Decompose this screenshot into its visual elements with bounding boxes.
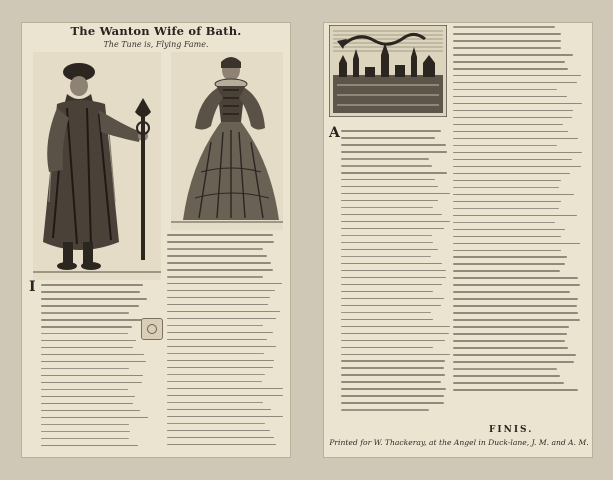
verse-line: [341, 381, 441, 383]
verse-line: [341, 312, 431, 314]
verse-line: [453, 117, 572, 119]
verse-line: [341, 298, 444, 300]
verse-line: [453, 256, 567, 258]
verse-line: [453, 284, 580, 286]
verse-line: [41, 410, 140, 412]
verse-line: [341, 172, 447, 174]
printer-colophon: Printed for W. Thackeray, at the Angel in Duck-lane, J. M. and A. M.: [329, 438, 589, 447]
verse-line: [167, 290, 275, 292]
verse-line: [167, 423, 265, 425]
verse-line: [453, 347, 568, 349]
right-page: [323, 22, 593, 458]
verse-line: [453, 145, 557, 147]
verse-line: [453, 194, 574, 196]
verse-line: [453, 61, 565, 63]
verse-line: [41, 354, 144, 356]
verse-line: [167, 311, 280, 313]
verse-line: [341, 151, 447, 153]
verse-line: [453, 222, 555, 224]
verse-line: [167, 304, 268, 306]
verse-line: [167, 262, 271, 264]
verse-line: [41, 403, 133, 405]
woodcut-city-image: [329, 25, 447, 117]
verse-line: [341, 263, 442, 265]
verse-column-right-top: [453, 26, 585, 396]
verse-line: [341, 305, 441, 307]
verse-line: [453, 47, 561, 49]
verse-line: [167, 402, 263, 404]
verse-line: [341, 158, 429, 160]
verse-line: [341, 186, 438, 188]
verse-line: [453, 180, 561, 182]
verse-line: [453, 291, 570, 293]
verse-line: [167, 353, 264, 355]
woodcut-woman-image: [171, 52, 283, 230]
verse-line: [453, 236, 561, 238]
verse-line: [453, 166, 581, 168]
verse-line: [41, 417, 148, 419]
verse-line: [41, 445, 138, 447]
verse-line: [341, 326, 450, 328]
verse-line: [341, 347, 433, 349]
verse-line: [453, 389, 578, 391]
verse-line: [453, 75, 581, 77]
verse-line: [41, 431, 130, 433]
verse-line: [341, 270, 446, 272]
verse-line: [167, 276, 263, 278]
verse-line: [341, 395, 444, 397]
verse-line: [341, 214, 442, 216]
verse-line: [41, 438, 129, 440]
verse-line: [167, 241, 274, 243]
verse-line: [453, 208, 559, 210]
verse-line: [167, 255, 267, 257]
verse-line: [341, 374, 445, 376]
verse-line: [41, 319, 147, 321]
verse-line: [453, 131, 568, 133]
verse-line: [453, 138, 578, 140]
verse-line: [41, 298, 147, 300]
verse-line: [453, 229, 565, 231]
verse-line: [453, 382, 564, 384]
verse-line: [167, 283, 282, 285]
verse-line: [341, 367, 444, 369]
verse-line: [453, 368, 557, 370]
verse-line: [453, 124, 563, 126]
verse-line: [167, 360, 274, 362]
verse-line: [453, 361, 574, 363]
verse-line: [341, 249, 438, 251]
ballad-title: The Wanton Wife of Bath.: [70, 24, 242, 38]
verse-line: [41, 382, 142, 384]
verse-line: [167, 381, 262, 383]
finis-label: FINIS.: [489, 425, 534, 435]
verse-column-left-lower: [41, 284, 151, 452]
verse-line: [167, 332, 273, 334]
verse-line: [167, 430, 270, 432]
verse-line: [453, 26, 555, 28]
verse-line: [453, 33, 561, 35]
verse-line: [341, 277, 446, 279]
verse-line: [167, 374, 265, 376]
verse-line: [41, 305, 139, 307]
verse-line: [341, 256, 431, 258]
verse-line: [341, 144, 446, 146]
verse-line: [453, 312, 578, 314]
verse-line: [453, 54, 573, 56]
verse-line: [453, 152, 582, 154]
verse-line: [341, 235, 432, 237]
verse-line: [453, 103, 582, 105]
verse-line: [41, 389, 128, 391]
verse-line: [341, 333, 449, 335]
verse-line: [453, 89, 557, 91]
verse-line: [167, 388, 283, 390]
verse-line: [453, 243, 580, 245]
verse-line: [453, 263, 565, 265]
verse-line: [167, 248, 263, 250]
verse-line: [453, 270, 560, 272]
verse-line: [453, 333, 567, 335]
verse-line: [341, 228, 444, 230]
verse-line: [341, 284, 442, 286]
verse-line: [167, 346, 276, 348]
verse-line: [453, 277, 578, 279]
verse-line: [453, 250, 561, 252]
verse-line: [341, 340, 445, 342]
verse-line: [453, 375, 560, 377]
verse-line: [167, 297, 270, 299]
verse-line: [41, 368, 129, 370]
verse-line: [341, 354, 450, 356]
verse-line: [167, 416, 283, 418]
verse-line: [41, 326, 132, 328]
verse-line: [167, 395, 283, 397]
verse-line: [341, 291, 433, 293]
verse-line: [341, 193, 450, 195]
woodcut-man-image: [33, 52, 161, 280]
verse-line: [167, 325, 263, 327]
verse-line: [453, 159, 572, 161]
verse-line: [41, 284, 143, 286]
drop-cap-a: A: [329, 125, 340, 141]
verse-column-left-main: [341, 130, 453, 416]
ornament-emblem-icon: [141, 318, 163, 340]
verse-line: [41, 291, 140, 293]
verse-line: [167, 437, 274, 439]
verse-line: [41, 396, 135, 398]
verse-line: [453, 354, 576, 356]
verse-line: [167, 444, 276, 446]
verse-line: [341, 319, 433, 321]
verse-line: [453, 187, 559, 189]
verse-line: [341, 242, 433, 244]
verse-line: [41, 347, 133, 349]
verse-line: [453, 326, 569, 328]
verse-line: [453, 215, 577, 217]
verse-line: [167, 367, 273, 369]
drop-cap-i: I: [29, 279, 36, 295]
verse-line: [167, 234, 273, 236]
verse-line: [341, 207, 433, 209]
verse-line: [453, 110, 573, 112]
verse-line: [341, 360, 445, 362]
verse-line: [453, 96, 567, 98]
verse-line: [453, 82, 577, 84]
verse-line: [341, 137, 435, 139]
verse-line: [341, 130, 441, 132]
verse-line: [453, 201, 561, 203]
verse-line: [453, 305, 577, 307]
verse-line: [41, 361, 146, 363]
verse-line: [41, 340, 136, 342]
left-page: [21, 22, 291, 458]
verse-line: [41, 424, 129, 426]
verse-line: [453, 40, 561, 42]
verse-line: [341, 402, 444, 404]
verse-line: [453, 298, 578, 300]
verse-line: [167, 339, 267, 341]
ballad-tune: The Tune is, Flying Fame.: [103, 40, 209, 49]
verse-line: [167, 269, 273, 271]
verse-line: [41, 312, 129, 314]
verse-line: [341, 221, 450, 223]
verse-line: [453, 173, 570, 175]
verse-line: [453, 340, 565, 342]
verse-line: [41, 333, 128, 335]
verse-line: [341, 179, 435, 181]
verse-line: [341, 409, 429, 411]
verse-line: [453, 319, 580, 321]
verse-line: [167, 318, 276, 320]
verse-column-right-upper: [167, 234, 287, 451]
verse-line: [341, 388, 446, 390]
verse-line: [341, 200, 438, 202]
verse-line: [453, 68, 568, 70]
verse-line: [341, 165, 432, 167]
verse-line: [41, 375, 143, 377]
verse-line: [167, 409, 271, 411]
